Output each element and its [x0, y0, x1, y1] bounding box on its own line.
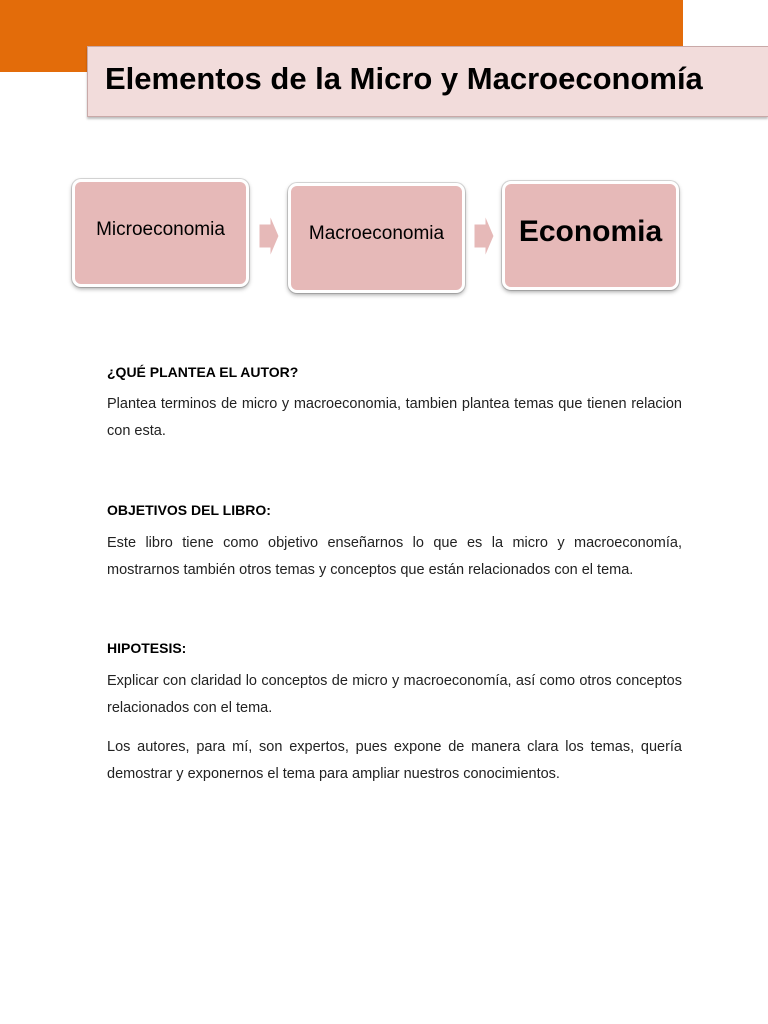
section-paragraph: Plantea terminos de micro y macroeconomia, tambien plantea temas que tienen relacion con esta.: [107, 396, 682, 439]
header-accent-tab: [0, 46, 87, 72]
flow-step-economia: [502, 181, 679, 290]
section-heading-autor: ¿QUÉ PLANTEA EL AUTOR?: [107, 364, 299, 380]
section-heading-objetivos: OBJETIVOS DEL LIBRO:: [107, 502, 271, 518]
header-accent-bar: [0, 0, 683, 46]
title-banner: [87, 46, 768, 117]
flow-step-macroeconomia: [288, 183, 465, 293]
section-paragraph: Los autores, para mí, son expertos, pues expone de manera clara los temas, quería demostrar y exponernos el tema para ampliar nuestros conocimientos.: [107, 739, 682, 782]
section-paragraph: Explicar con claridad lo conceptos de micro y macroeconomía, así como otros conceptos relacionados con el tema.: [107, 673, 682, 716]
flow-step-label: Economia: [518, 214, 663, 248]
right-arrow-icon: [473, 214, 495, 258]
flow-step-label: Microeconomia: [96, 219, 225, 240]
page-title: Elementos de la Micro y Macroeconomía: [105, 61, 703, 96]
flow-step-microeconomia: [72, 179, 249, 287]
right-arrow-icon: [258, 214, 280, 258]
section-heading-hipotesis: HIPOTESIS:: [107, 640, 187, 656]
flow-step-label: Macroeconomia: [308, 223, 445, 244]
section-paragraph: Este libro tiene como objetivo enseñarnos lo que es la micro y macroeconomía, mostrarnos también otros temas y conceptos que están relacionados con el tema.: [107, 535, 682, 578]
